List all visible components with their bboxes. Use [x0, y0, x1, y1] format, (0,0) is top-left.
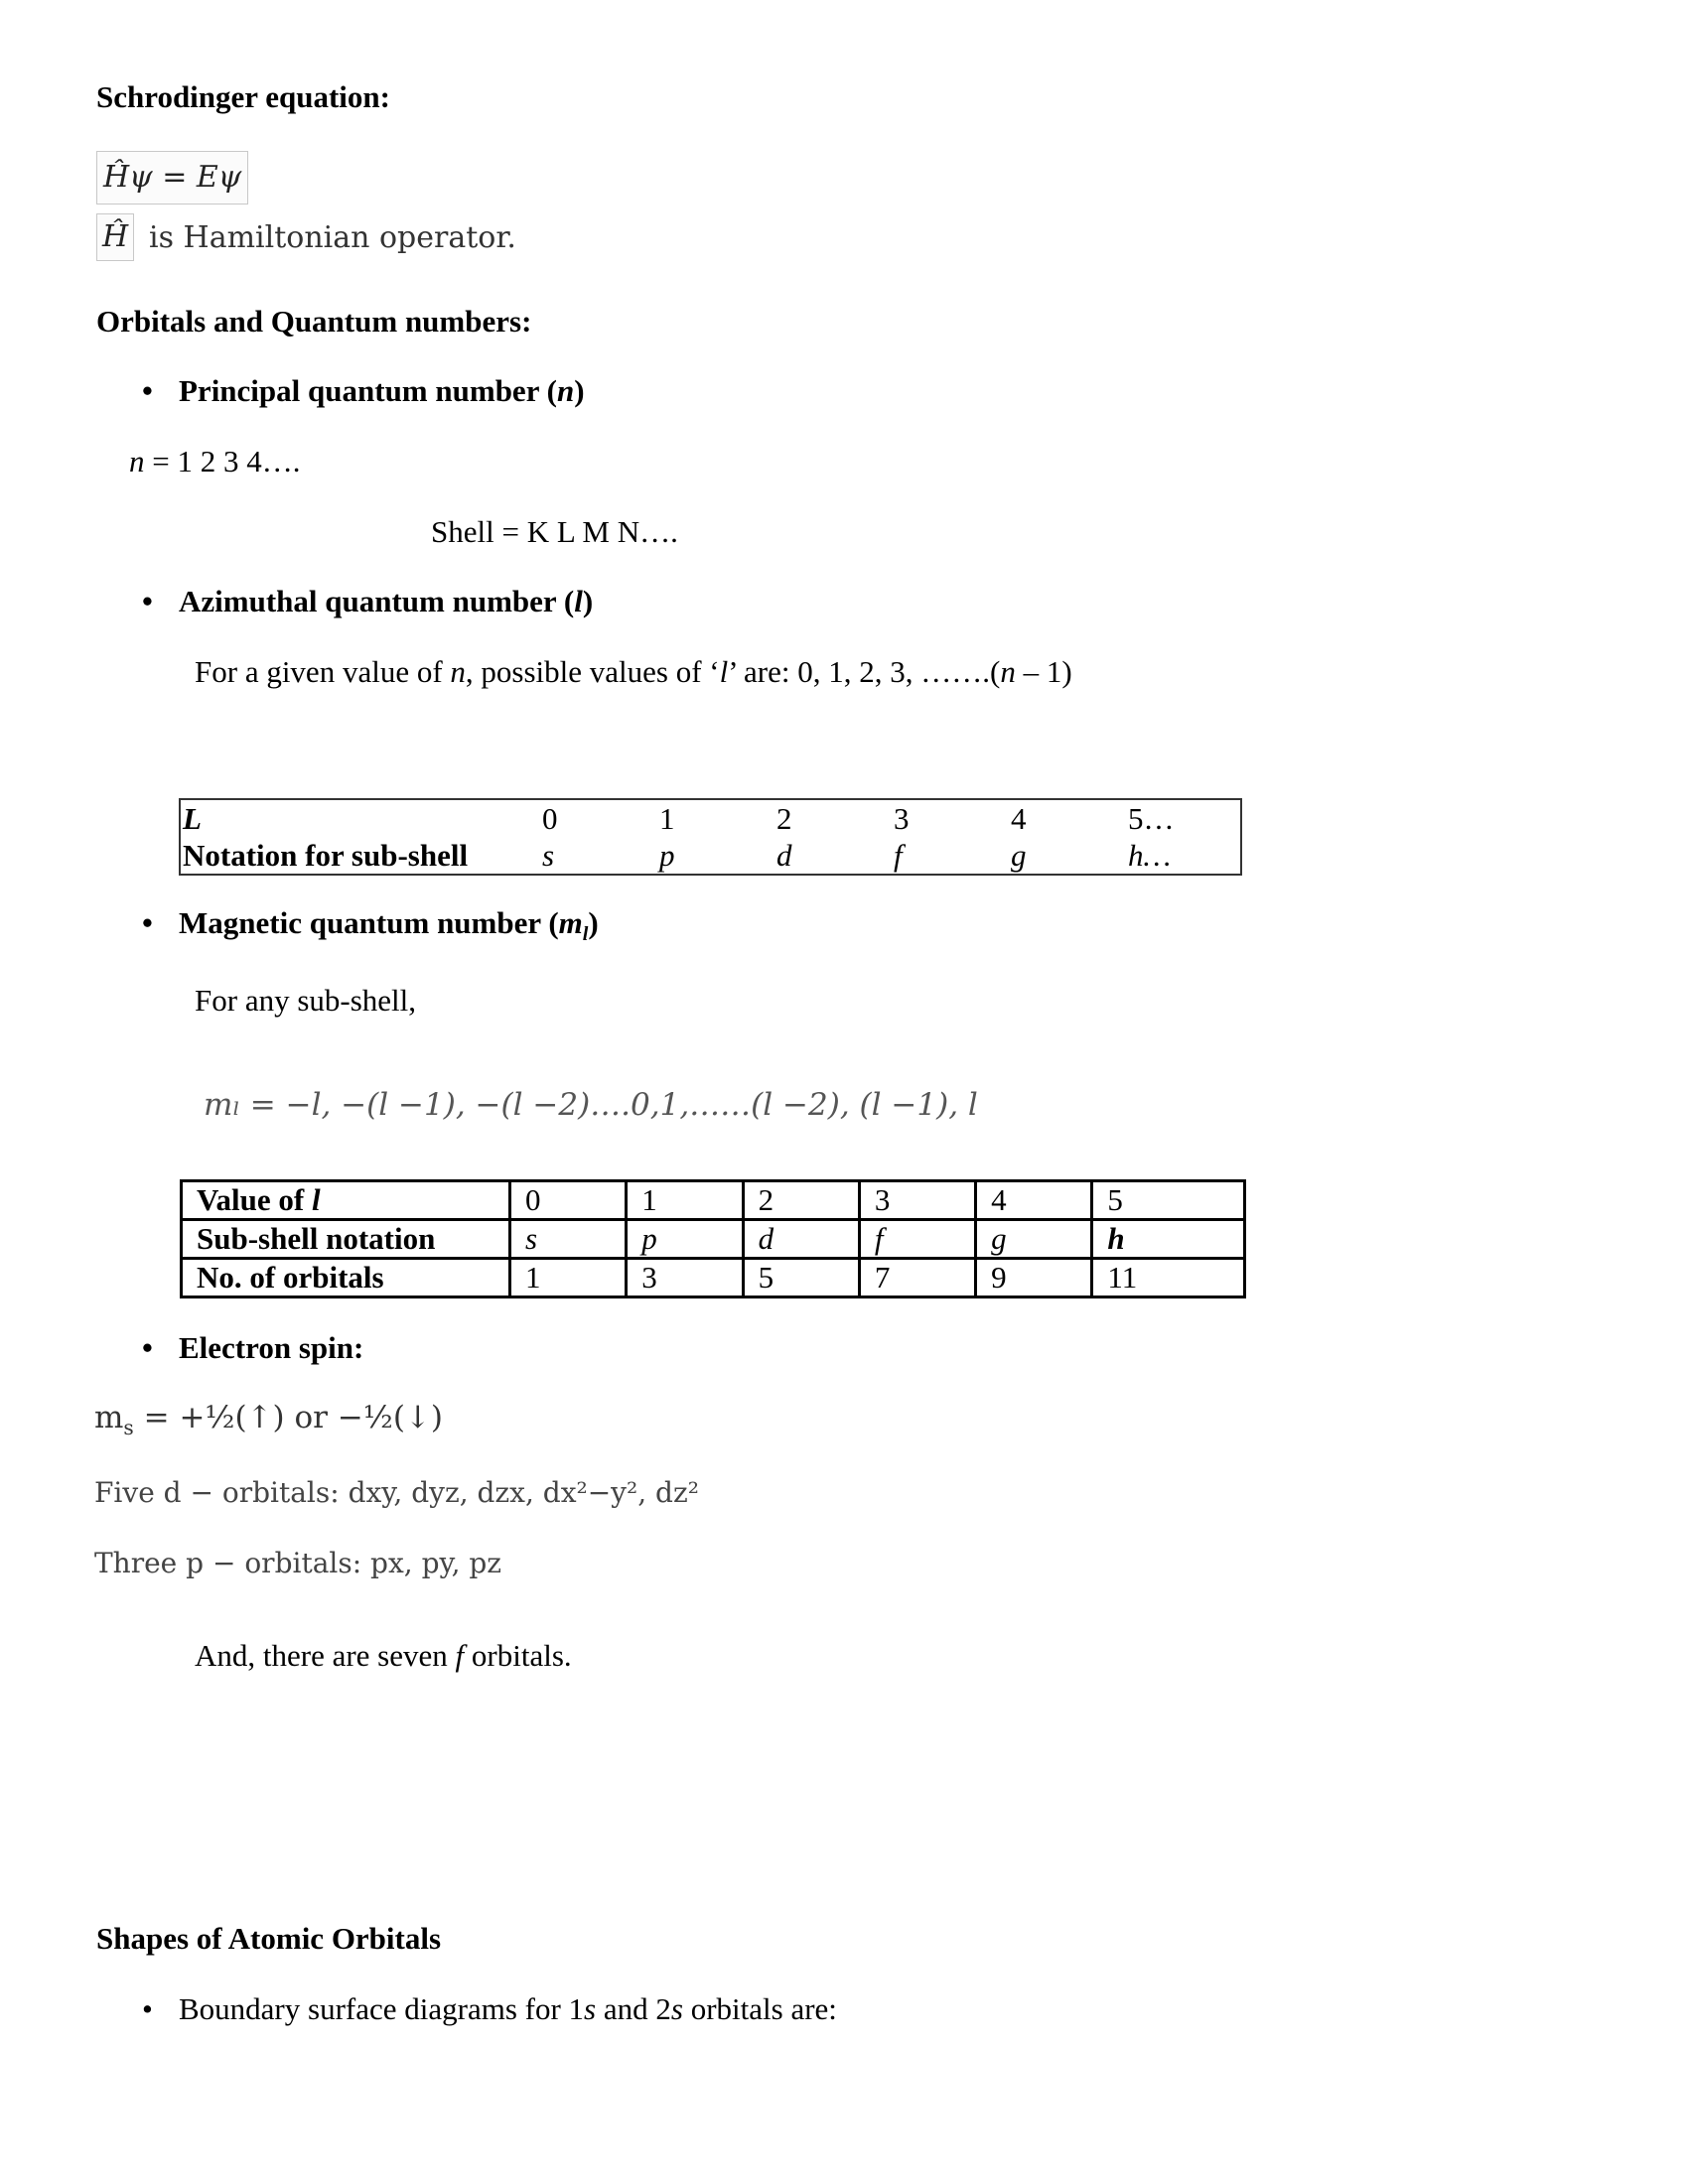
table-cell: 3: [894, 801, 910, 836]
table-cell: 0: [510, 1181, 627, 1220]
heading-orbitals-quantum-numbers: Orbitals and Quantum numbers:: [96, 304, 532, 339]
table-cell: 4: [976, 1181, 1092, 1220]
spin-sub: s: [123, 1416, 134, 1440]
schrodinger-equation: Ĥψ = Eψ: [96, 151, 248, 205]
principal-label: Principal quantum number (: [179, 373, 557, 408]
az-n: n: [450, 654, 466, 689]
n-values-text: = 1 2 3 4….: [144, 444, 301, 478]
heading-shapes-atomic-orbitals: Shapes of Atomic Orbitals: [96, 1921, 442, 1956]
table-cell: 5: [743, 1259, 859, 1297]
table-cell: d: [776, 838, 792, 873]
table-cell: 0: [542, 801, 558, 836]
table-row: [182, 1181, 1245, 1220]
table-cell: 2: [776, 801, 792, 836]
n-var: n: [129, 444, 145, 478]
azimuthal-label: Azimuthal quantum number (: [179, 584, 575, 618]
table-cell: 9: [976, 1259, 1092, 1297]
magnetic-label: Magnetic quantum number (: [179, 905, 559, 940]
magnetic-sub: l: [582, 923, 589, 946]
table-cell: f: [859, 1220, 975, 1259]
ml-formula: mₗ = −l, −(l −1), −(l −2)….0,1,……(l −2), (l −1), l: [204, 1087, 978, 1123]
table-cell: g: [976, 1220, 1092, 1259]
shell-names: Shell = K L M N….: [431, 514, 678, 549]
table-cell: h: [1092, 1220, 1245, 1259]
table-cell: 1: [659, 801, 675, 836]
table-row: [182, 1220, 1245, 1259]
table-cell-label: Notation for sub-shell: [183, 838, 469, 873]
boundary-post: orbitals are:: [682, 1991, 837, 2026]
azimuthal-var: l: [574, 584, 583, 618]
table-cell: s: [510, 1220, 627, 1259]
p-orbitals-label: Three p − orbitals:: [94, 1547, 371, 1579]
heading-schrodinger: Schrodinger equation:: [96, 79, 390, 114]
subshell-text: For any sub-shell,: [195, 983, 417, 1018]
bullet-dot: •: [142, 584, 153, 618]
table-cell: 1: [510, 1259, 627, 1297]
p-orbitals-line: [94, 1547, 501, 1579]
f-pre: And, there are seven: [195, 1638, 456, 1673]
table-cell: g: [1011, 838, 1027, 873]
orbitals-count-table: [180, 1179, 1246, 1298]
table-cell: 1: [627, 1181, 743, 1220]
hamiltonian-symbol: Ĥ: [96, 213, 134, 261]
n-values: [129, 444, 300, 479]
f-var: f: [455, 1638, 465, 1673]
boundary-mid: and 2: [596, 1991, 671, 2026]
magnetic-end: ): [588, 905, 599, 940]
bullet-dot: •: [142, 1991, 153, 2026]
table-cell: s: [542, 838, 555, 873]
value-of-var: l: [311, 1182, 321, 1217]
az-post: ’ are: 0, 1, 2, 3, …….(: [728, 654, 1001, 689]
d-orbitals-list: dxy, dyz, dzx, dx²−y², dz²: [348, 1476, 699, 1509]
f-post: orbitals.: [464, 1638, 572, 1673]
principal-var: n: [556, 373, 575, 408]
table-cell-label: No. of orbitals: [182, 1259, 510, 1297]
bullet-dot: •: [142, 905, 153, 940]
table-cell: 11: [1092, 1259, 1245, 1297]
table-cell: 5: [1092, 1181, 1245, 1220]
table-cell: f: [894, 838, 903, 873]
table-cell: p: [659, 838, 675, 873]
d-orbitals-label: Five d − orbitals:: [94, 1476, 349, 1509]
table-cell: p: [627, 1220, 743, 1259]
azimuthal-end: ): [582, 584, 594, 618]
az-l: l: [719, 654, 729, 689]
az-pre: For a given value of: [195, 654, 451, 689]
boundary-s2: s: [670, 1991, 683, 2026]
az-n2: n: [1000, 654, 1016, 689]
table-cell-label: L: [183, 801, 202, 836]
table-row: [182, 1259, 1245, 1297]
table-cell: 7: [859, 1259, 975, 1297]
spin-eq: = +½(↑) or −½(↓): [143, 1400, 443, 1435]
value-of-label: Value of: [197, 1182, 312, 1217]
table-cell: 3: [627, 1259, 743, 1297]
hamiltonian-description: is Hamiltonian operator.: [149, 220, 516, 255]
subshell-notation-table: [179, 798, 1242, 876]
bullet-dot: •: [142, 373, 153, 408]
bullet-dot: •: [142, 1330, 153, 1365]
az-mid: , possible values of ‘: [465, 654, 720, 689]
boundary-pre: Boundary surface diagrams for 1: [179, 1991, 585, 2026]
az-end: – 1): [1015, 654, 1072, 689]
spin-equation: [94, 1400, 443, 1439]
table-cell-label: Sub-shell notation: [182, 1220, 510, 1259]
principal-end: ): [574, 373, 585, 408]
f-orbitals-text: [195, 1638, 572, 1674]
table-row: [180, 837, 1241, 875]
d-orbitals-line: [94, 1476, 699, 1509]
table-cell: 4: [1011, 801, 1027, 836]
spin-m: m: [94, 1400, 124, 1435]
table-cell: h…: [1128, 838, 1172, 873]
table-cell-label: [182, 1181, 510, 1220]
table-cell: 2: [743, 1181, 859, 1220]
table-cell: 5…: [1128, 801, 1175, 836]
table-cell: 3: [859, 1181, 975, 1220]
magnetic-var: m: [558, 905, 583, 940]
boundary-s: s: [584, 1991, 597, 2026]
electron-spin-label: Electron spin:: [179, 1330, 364, 1365]
table-cell: d: [743, 1220, 859, 1259]
azimuthal-description: [195, 654, 1072, 690]
p-orbitals-list: px, py, pz: [370, 1547, 502, 1579]
table-row: [180, 799, 1241, 837]
